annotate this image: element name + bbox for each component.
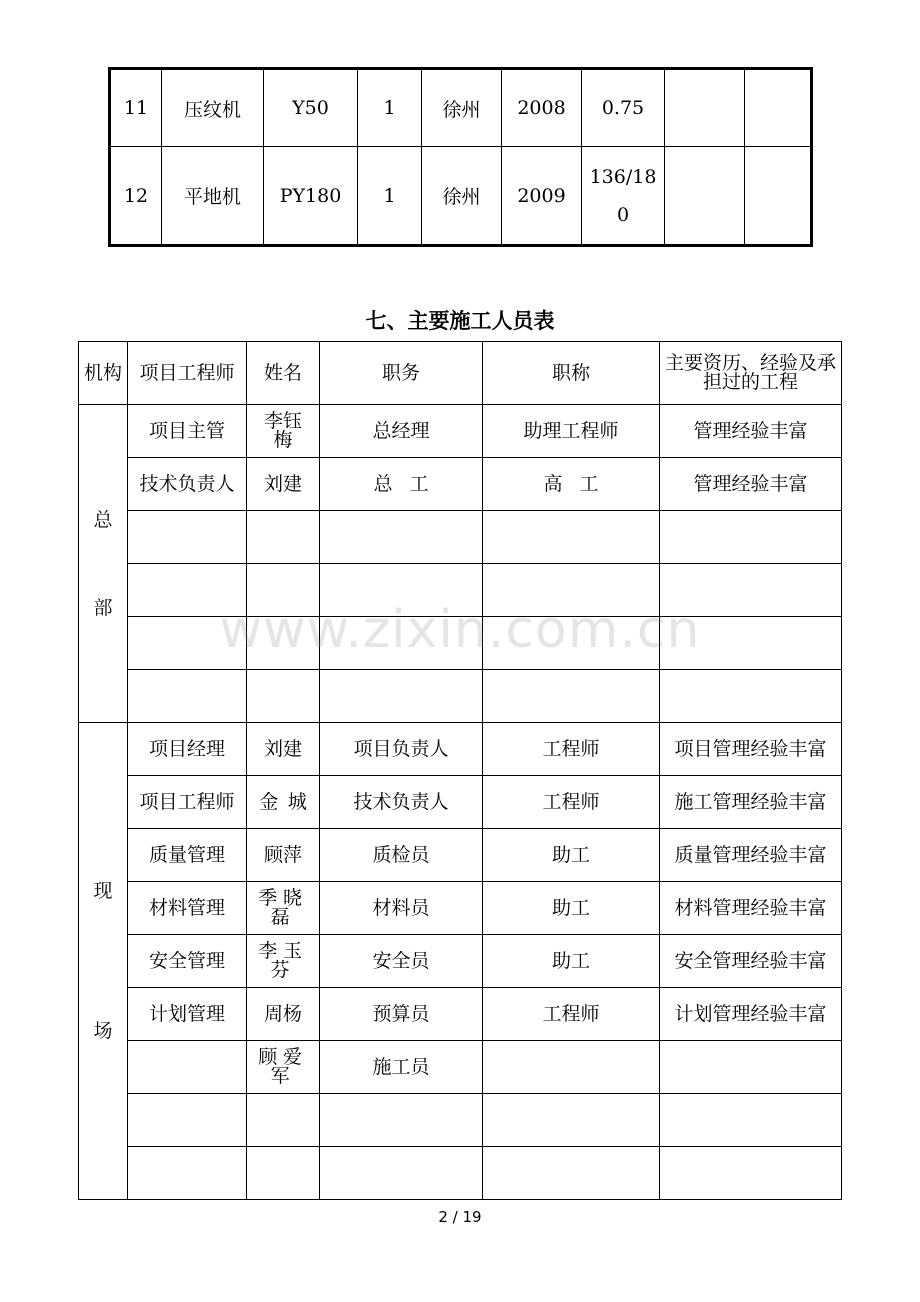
staff-experience: 计划管理经验丰富 [660, 988, 842, 1041]
staff-experience: 安全管理经验丰富 [660, 935, 842, 988]
equipment-no: 12 [110, 147, 162, 246]
equipment-power-line1: 136/18 [589, 165, 657, 188]
staff-experience: 管理经验丰富 [660, 405, 842, 458]
equipment-blank [745, 147, 812, 246]
equipment-model: PY180 [264, 147, 358, 246]
staff-duty: 预算员 [320, 988, 483, 1041]
staff-duty: 安全员 [320, 935, 483, 988]
staff-header-row [79, 342, 842, 405]
header-title: 职称 [483, 342, 660, 405]
org-headquarters-char1: 总 [93, 508, 113, 531]
staff-row [79, 829, 842, 882]
header-duty: 职务 [320, 342, 483, 405]
org-headquarters [79, 405, 128, 723]
equipment-name: 压纹机 [162, 69, 264, 147]
staff-name: 金城 [247, 776, 320, 829]
staff-row [79, 882, 842, 935]
staff-table [78, 341, 842, 1200]
header-name: 姓名 [247, 342, 320, 405]
org-site-char2: 场 [93, 1020, 113, 1042]
staff-title: 工程师 [483, 988, 660, 1041]
equipment-table [108, 67, 813, 247]
page-number: 2 / 19 [438, 1208, 482, 1226]
staff-post: 材料管理 [128, 882, 247, 935]
staff-row [79, 458, 842, 511]
staff-row [79, 935, 842, 988]
staff-name: 周杨 [247, 988, 320, 1041]
equipment-model: Y50 [264, 69, 358, 147]
staff-row-empty [79, 1147, 842, 1200]
staff-row [79, 723, 842, 776]
staff-row-empty [79, 670, 842, 723]
section-title: 七、主要施工人员表 [365, 309, 555, 333]
staff-experience [660, 1041, 842, 1094]
staff-experience: 管理经验丰富 [660, 458, 842, 511]
staff-post: 技术负责人 [128, 458, 247, 511]
staff-row-empty [79, 617, 842, 670]
staff-row-empty [79, 564, 842, 617]
staff-post [128, 1041, 247, 1094]
org-site [79, 723, 128, 1200]
staff-post: 安全管理 [128, 935, 247, 988]
staff-post: 项目工程师 [128, 776, 247, 829]
staff-title: 助工 [483, 882, 660, 935]
staff-experience: 施工管理经验丰富 [660, 776, 842, 829]
staff-row-empty [79, 511, 842, 564]
org-site-char1: 现 [93, 880, 113, 902]
staff-name: 李玉芬 [247, 935, 320, 988]
staff-row [79, 1041, 842, 1094]
staff-title: 助理工程师 [483, 405, 660, 458]
header-post: 项目工程师 [128, 342, 247, 405]
staff-title: 工程师 [483, 723, 660, 776]
equipment-power-line2: 0 [616, 203, 630, 226]
staff-duty: 总经理 [320, 405, 483, 458]
staff-duty: 质检员 [320, 829, 483, 882]
staff-title: 助工 [483, 829, 660, 882]
staff-duty: 材料员 [320, 882, 483, 935]
equipment-power [582, 147, 665, 246]
staff-duty: 总工 [320, 458, 483, 511]
equipment-origin: 徐州 [422, 69, 502, 147]
staff-row [79, 405, 842, 458]
staff-title: 工程师 [483, 776, 660, 829]
staff-duty: 项目负责人 [320, 723, 483, 776]
staff-post: 项目经理 [128, 723, 247, 776]
staff-title: 高工 [483, 458, 660, 511]
equipment-power: 0.75 [582, 69, 665, 147]
equipment-qty: 1 [358, 147, 422, 246]
header-org: 机构 [79, 342, 128, 405]
header-experience: 主要资历、经验及承担过的工程 [660, 342, 842, 405]
equipment-year: 2009 [502, 147, 582, 246]
staff-duty: 技术负责人 [320, 776, 483, 829]
staff-post: 项目主管 [128, 405, 247, 458]
staff-experience: 材料管理经验丰富 [660, 882, 842, 935]
staff-name: 顾萍 [247, 829, 320, 882]
staff-row [79, 776, 842, 829]
equipment-origin: 徐州 [422, 147, 502, 246]
equipment-no: 11 [110, 69, 162, 147]
staff-name: 顾爱军 [247, 1041, 320, 1094]
staff-duty: 施工员 [320, 1041, 483, 1094]
staff-name: 季晓磊 [247, 882, 320, 935]
staff-title [483, 1041, 660, 1094]
staff-name: 刘建 [247, 723, 320, 776]
equipment-qty: 1 [358, 69, 422, 147]
equipment-year: 2008 [502, 69, 582, 147]
staff-experience: 项目管理经验丰富 [660, 723, 842, 776]
staff-name: 李钰梅 [247, 405, 320, 458]
staff-row [79, 988, 842, 1041]
equipment-row [110, 69, 812, 147]
equipment-blank [745, 69, 812, 147]
staff-title: 助工 [483, 935, 660, 988]
staff-post: 计划管理 [128, 988, 247, 1041]
equipment-name: 平地机 [162, 147, 264, 246]
staff-name: 刘建 [247, 458, 320, 511]
equipment-blank [665, 147, 745, 246]
watermark: www.zixin.com.cn [219, 600, 701, 660]
staff-row-empty [79, 1094, 842, 1147]
staff-experience: 质量管理经验丰富 [660, 829, 842, 882]
equipment-row [110, 147, 812, 246]
equipment-blank [665, 69, 745, 147]
org-headquarters-char2: 部 [93, 596, 113, 619]
staff-post: 质量管理 [128, 829, 247, 882]
